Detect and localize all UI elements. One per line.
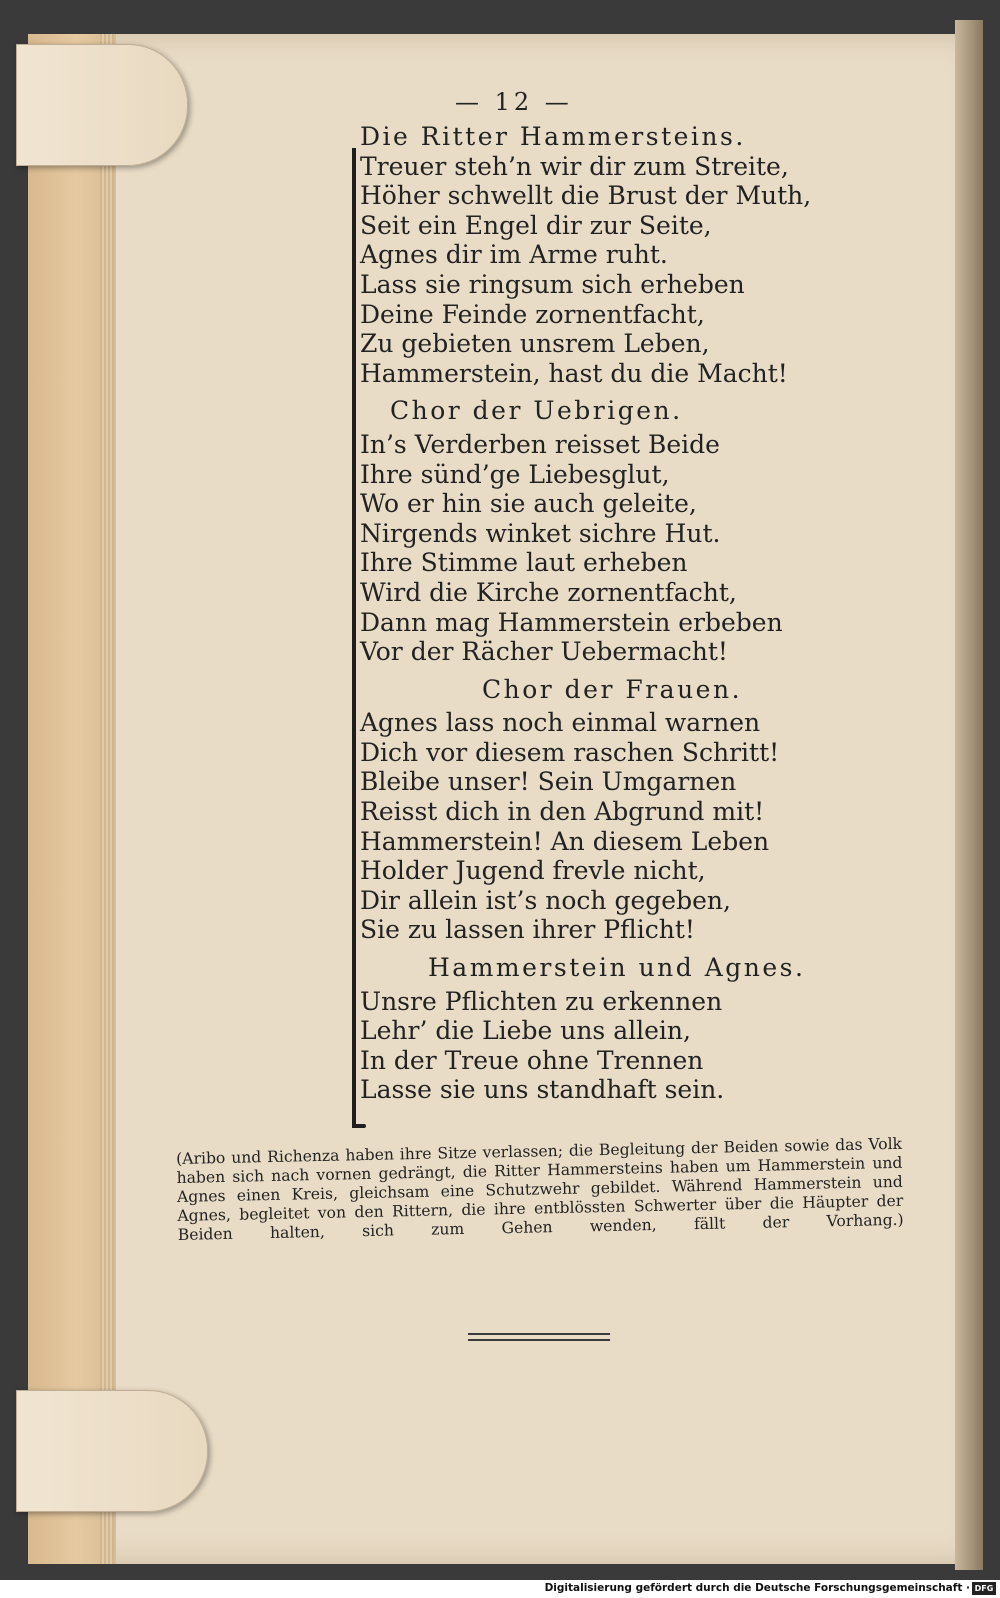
section-frauen	[360, 675, 920, 945]
verse-line: Nirgends winket sichre Hut.	[360, 518, 721, 548]
book-right-edge	[955, 20, 983, 1570]
page-holder-tab-bottom	[16, 1390, 208, 1512]
verse-line: In’s Verderben reisset Beide	[360, 429, 720, 459]
verse-line: Hammerstein, hast du die Macht!	[360, 358, 788, 388]
verse-line: Agnes dir im Arme ruht.	[360, 240, 668, 270]
stage-direction: (Aribo und Richenza haben ihre Sitze verlassen; die Begleitung der Beiden sowie das Volk haben sich nach vornen gedrängt, die Ritter Hammersteins haben um Hammerstein und Agnes einen Kreis, gleichsam eine Schutzwehr gebildet. Während Hammerstein und Agnes, begleitet von den Rittern, die ihre entblössten Schwerter über die Häupter der Beiden halten, sich zum Gehen wenden, fällt der Vorhang.)	[176, 1134, 904, 1244]
verse-line: Lehr’ die Liebe uns allein,	[360, 1016, 691, 1046]
page-number: — 12 —	[455, 88, 573, 116]
verse-line: Treuer steh’n wir dir zum Streite,	[360, 151, 789, 181]
section-heading: Chor der Uebrigen.	[390, 396, 683, 426]
verse-line: Hammerstein! An diesem Leben	[360, 826, 770, 856]
section-hammerstein-agnes	[360, 953, 920, 1105]
closing-rule-top	[468, 1333, 610, 1335]
verse-line: Wo er hin sie auch geleite,	[360, 489, 697, 519]
dfg-logo: DFG	[972, 1582, 996, 1595]
verse-line: Zu gebieten unsrem Leben,	[360, 329, 710, 359]
verse-line: Vor der Rächer Uebermacht!	[360, 637, 728, 667]
verse-line: Bleibe unser! Sein Umgarnen	[360, 767, 737, 797]
verse-line: Lass sie ringsum sich erheben	[360, 269, 745, 299]
binding-edge	[100, 34, 114, 1564]
footer-credit: Digitalisierung gefördert durch die Deutsche Forschungsgemeinschaft ·	[544, 1582, 970, 1594]
verse-line: Wird die Kirche zornentfacht,	[360, 577, 737, 607]
verse-bracket-foot	[352, 1124, 366, 1128]
verse-line: Sie zu lassen ihrer Pflicht!	[360, 915, 695, 945]
verse-block	[360, 122, 920, 1105]
verse-line: Ihre Stimme laut erheben	[360, 548, 688, 578]
verse-line: Unsre Pflichten zu erkennen	[360, 986, 723, 1016]
verse-line: Deine Feinde zornentfacht,	[360, 299, 705, 329]
verse-line: In der Treue ohne Trennen	[360, 1045, 704, 1075]
verse-line: Seit ein Engel dir zur Seite,	[360, 210, 712, 240]
digitization-footer	[0, 1580, 1000, 1598]
verse-line: Höher schwellt die Brust der Muth,	[360, 181, 812, 211]
verse-line: Agnes lass noch einmal warnen	[360, 708, 761, 738]
verse-line: Ihre sünd’ge Liebesglut,	[360, 459, 670, 489]
verse-line: Reisst dich in den Abgrund mit!	[360, 797, 765, 827]
verse-line: Dich vor diesem raschen Schritt!	[360, 737, 780, 767]
verse-line: Lasse sie uns standhaft sein.	[360, 1075, 725, 1105]
section-heading: Chor der Frauen.	[482, 674, 743, 704]
section-uebrigen	[360, 396, 920, 666]
section-ritter	[360, 122, 920, 388]
verse-line: Holder Jugend frevle nicht,	[360, 856, 706, 886]
page-holder-tab-top	[16, 44, 188, 166]
section-heading: Hammerstein und Agnes.	[428, 953, 806, 983]
verse-line: Dir allein ist’s noch gegeben,	[360, 885, 731, 915]
section-heading: Die Ritter Hammersteins.	[360, 122, 746, 151]
verse-bracket	[352, 148, 356, 1128]
verse-line: Dann mag Hammerstein erbeben	[360, 607, 783, 637]
closing-rule-bottom	[468, 1339, 610, 1341]
